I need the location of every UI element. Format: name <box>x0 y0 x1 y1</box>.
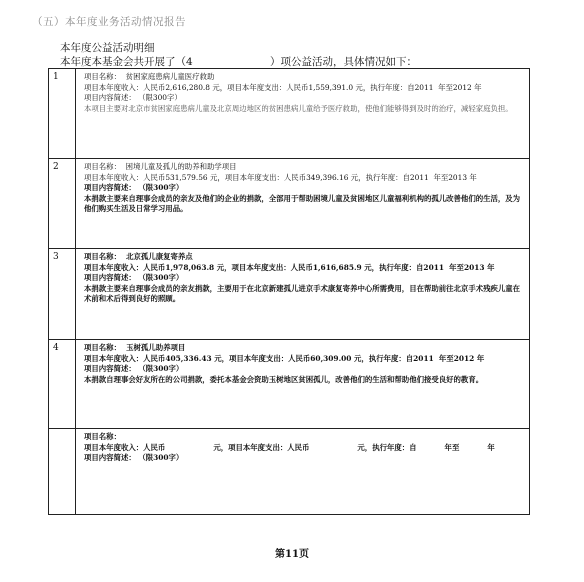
period-end: 年 <box>474 82 482 92</box>
income-label: 项目本年度收入：人民币 <box>84 442 166 452</box>
period-to: 2012 <box>452 82 472 92</box>
expense-label: 元，项目本年度支出：人民币 <box>213 442 310 452</box>
project-row <box>49 69 530 159</box>
project-number: 2 <box>49 159 76 249</box>
project-name: 北京孤儿康复寄养点 <box>126 252 193 261</box>
period-mid: 年至 <box>438 353 454 363</box>
project-name-label: 项目名称： <box>84 432 121 441</box>
income-label: 项目本年度收入：人民币 <box>84 262 166 272</box>
page-number: 第11页 <box>275 549 309 560</box>
period-end: 年 <box>476 353 485 363</box>
project-number: 3 <box>49 249 76 340</box>
period-mid: 年至 <box>433 172 449 182</box>
project-expense: 1,616,685.9 <box>312 262 362 272</box>
activity-count: 4 <box>186 56 193 68</box>
period-to: 2012 <box>453 353 475 363</box>
period-from: 2011 <box>409 172 429 182</box>
project-table <box>48 68 530 515</box>
project-expense: 60,309.00 <box>310 353 352 363</box>
period-label: 元，执行年度：自 <box>350 172 410 182</box>
project-cell-blank <box>76 429 530 515</box>
income-label: 项目本年度收入：人民币 <box>84 353 166 363</box>
project-income: 1,978,063.8 <box>165 262 215 272</box>
report-header: （五）本年度业务活动情况报告 <box>32 16 186 28</box>
desc-limit: （限300字） <box>138 364 184 373</box>
desc-label: 项目内容简述： <box>84 273 136 282</box>
project-income: 531,579.56 <box>165 172 208 182</box>
expense-label: 元，项目本年度支出：人民币 <box>214 353 311 363</box>
period-label: 元，执行年度：自 <box>364 262 424 272</box>
project-expense: 349,396.16 <box>306 172 349 182</box>
project-row <box>49 340 530 429</box>
project-name-label: 项目名称： <box>84 72 121 81</box>
period-mid: 年至 <box>449 262 464 272</box>
desc-label: 项目内容简述： <box>84 453 136 462</box>
period-to: 2013 <box>463 262 485 272</box>
expense-label: 元，项目本年度支出：人民币 <box>212 82 309 92</box>
project-name-label: 项目名称： <box>84 343 121 352</box>
project-description: 本捐款自理事会好友所在的公司捐款，委托本基金会资助玉树地区贫困孤儿，改善他们的生活和帮助他们接受良好的教育。 <box>84 374 484 384</box>
income-label: 项目本年度收入：人民币 <box>84 82 166 92</box>
project-expense: 1,559,391.0 <box>308 82 354 92</box>
desc-limit: （限300字） <box>138 273 184 282</box>
project-income: 405,336.43 <box>165 353 212 363</box>
expense-label: 元，项目本年度支出：人民币 <box>210 172 307 182</box>
project-number: 4 <box>49 340 76 429</box>
income-label: 项目本年度收入：人民币 <box>84 172 166 182</box>
section-title: 本年度公益活动明细 <box>60 42 155 54</box>
project-name: 玉树孤儿助养项目 <box>126 343 186 352</box>
period-to: 2013 <box>448 172 468 182</box>
desc-label: 项目内容简述： <box>84 364 136 373</box>
project-cell <box>76 69 530 159</box>
period-mid: 年至 <box>438 82 453 92</box>
project-number-blank <box>49 429 76 515</box>
project-cell <box>76 340 530 429</box>
project-description: 本项目主要对北京市贫困家庭患病儿童及北京周边地区的贫困患病儿童给予医疗救助，使他们能够得到及时的治疗，减轻家庭负担。 <box>84 103 513 113</box>
desc-limit: （限300字） <box>138 453 184 462</box>
count-suffix: ）项公益活动，具体情况如下： <box>270 56 417 68</box>
project-income: 2,616,280.8 <box>165 82 210 92</box>
period-mid: 年至 <box>444 442 460 452</box>
project-description: 本捐款主要来自理事会成员的亲友捐款，主要用于在北京新建孤儿进京手术康复寄养中心所需费用，目在帮助前往北京手术残疾儿童在术前和术后得到良好的照顾。 <box>84 283 521 303</box>
period-from: 2011 <box>413 353 434 363</box>
expense-label: 元，项目本年度支出：人民币 <box>216 262 313 272</box>
count-prefix: 本年度本基金会共开展了（ <box>60 56 186 68</box>
period-label: 元，执行年度：自 <box>357 442 417 452</box>
project-name: 困境儿童及孤儿的助养和助学项目 <box>125 162 237 171</box>
blank-project-row <box>49 429 530 515</box>
period-end: 年 <box>469 172 477 182</box>
period-label: 元，执行年度：自 <box>354 353 414 363</box>
desc-label: 项目内容简述： <box>84 93 136 102</box>
period-end: 年 <box>487 442 495 452</box>
project-row <box>49 249 530 340</box>
project-cell <box>76 249 530 340</box>
desc-limit: （限300字） <box>138 93 182 102</box>
desc-label: 项目内容简述： <box>84 183 136 192</box>
project-number: 1 <box>49 69 76 159</box>
project-description: 本捐款主要来自理事会成员的亲友及他们的企业的捐款，全部用于帮助困境儿童及贫困地区儿童福利机构的孤儿改善他们的生活，及为他们购买生活及日常学习用品。 <box>84 193 521 213</box>
period-label: 元，执行年度：自 <box>355 82 415 92</box>
activity-count-line <box>60 54 417 69</box>
period-from: 2011 <box>414 82 434 92</box>
desc-limit: （限300字） <box>138 183 184 192</box>
project-name-label: 项目名称： <box>84 252 121 261</box>
project-name: 贫困家庭患病儿童医疗救助 <box>125 72 215 81</box>
period-end: 年 <box>487 262 495 272</box>
project-name-label: 项目名称： <box>84 162 121 171</box>
project-cell <box>76 159 530 249</box>
project-row <box>49 159 530 249</box>
period-from: 2011 <box>423 262 444 272</box>
